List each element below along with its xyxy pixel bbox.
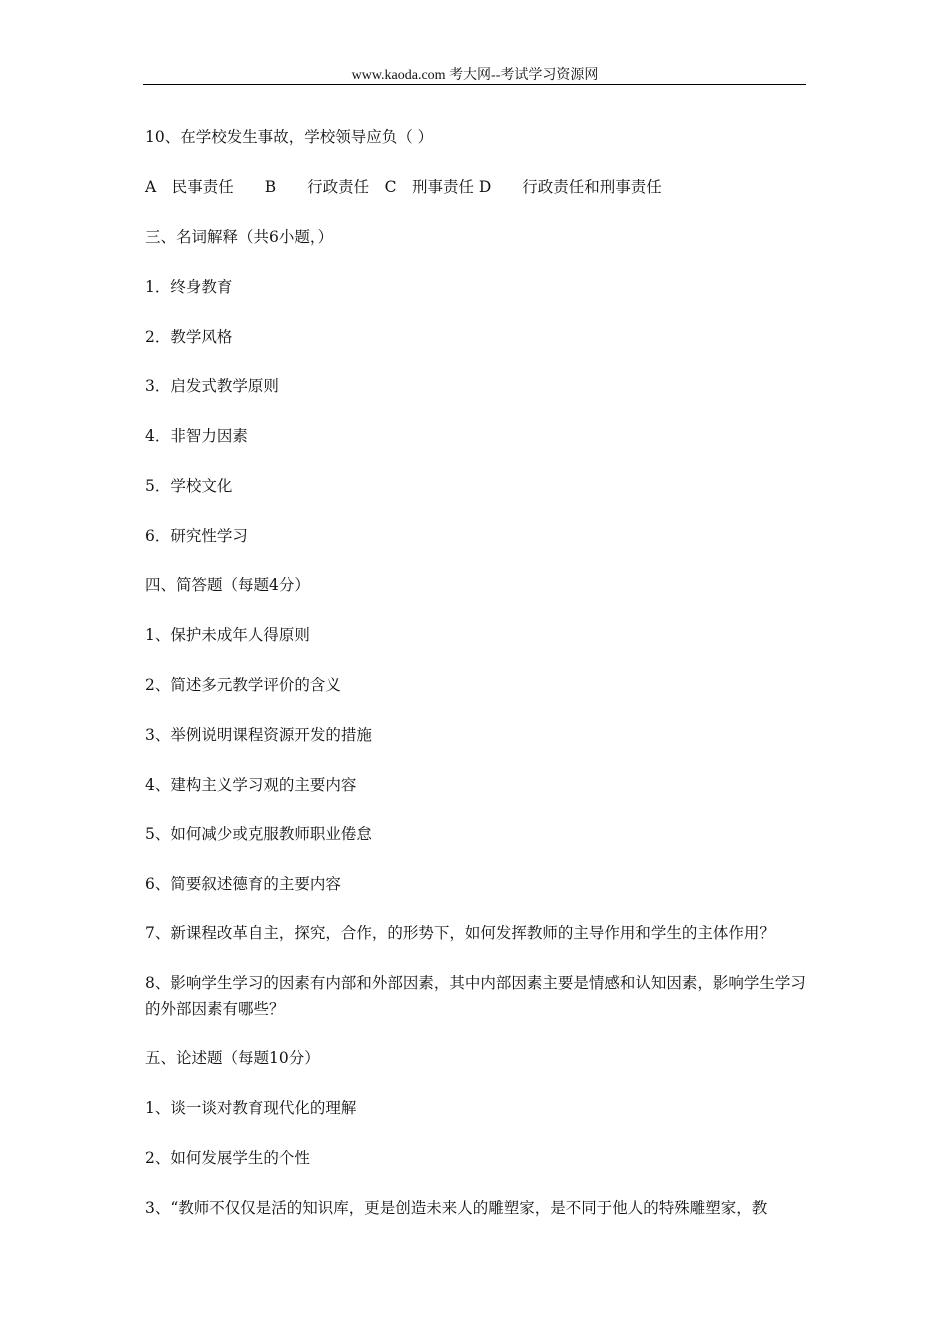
short-answer-7: 7、新课程改革自主，探究，合作，的形势下，如何发挥教师的主导作用和学生的主体作用？	[145, 924, 775, 942]
essay-3: 3、“教师不仅仅是活的知识库，更是创造未来人的雕塑家，是不同于他人的特殊雕塑家，教	[145, 1199, 768, 1217]
question-10-options: A 民事责任 B 行政责任 C 刑事责任 D 行政责任和刑事责任	[145, 178, 662, 196]
short-answer-4: 4、建构主义学习观的主要内容	[145, 776, 357, 794]
section-4-heading: 四、简答题（每题4分）	[145, 576, 310, 594]
header-divider	[143, 84, 806, 85]
page-header: www.kaoda.com 考大网--考试学习资源网	[351, 68, 599, 83]
short-answer-5: 5、如何减少或克服教师职业倦怠	[145, 825, 372, 843]
short-answer-8: 8、影响学生学习的因素有内部和外部因素，其中内部因素主要是情感和认知因素，影响学生学习的外部因素有哪些？	[145, 974, 806, 1018]
section-5-heading: 五、论述题（每题10分）	[145, 1049, 320, 1067]
term-2: 2．教学风格	[145, 328, 233, 346]
essay-1: 1、谈一谈对教育现代化的理解	[145, 1099, 357, 1117]
term-3: 3．启发式教学原则	[145, 377, 279, 395]
essay-2: 2、如何发展学生的个性	[145, 1149, 310, 1167]
short-answer-1: 1、保护未成年人得原则	[145, 626, 310, 644]
term-1: 1．终身教育	[145, 278, 233, 296]
term-5: 5．学校文化	[145, 477, 233, 495]
short-answer-2: 2、简述多元教学评价的含义	[145, 676, 341, 694]
short-answer-3: 3、举例说明课程资源开发的措施	[145, 726, 372, 744]
short-answer-6: 6、简要叙述德育的主要内容	[145, 875, 341, 893]
term-6: 6．研究性学习	[145, 527, 248, 545]
term-4: 4．非智力因素	[145, 427, 248, 445]
section-3-heading: 三、名词解释（共6小题，）	[145, 228, 334, 246]
question-10: 10、在学校发生事故，学校领导应负（ ）	[145, 128, 434, 146]
